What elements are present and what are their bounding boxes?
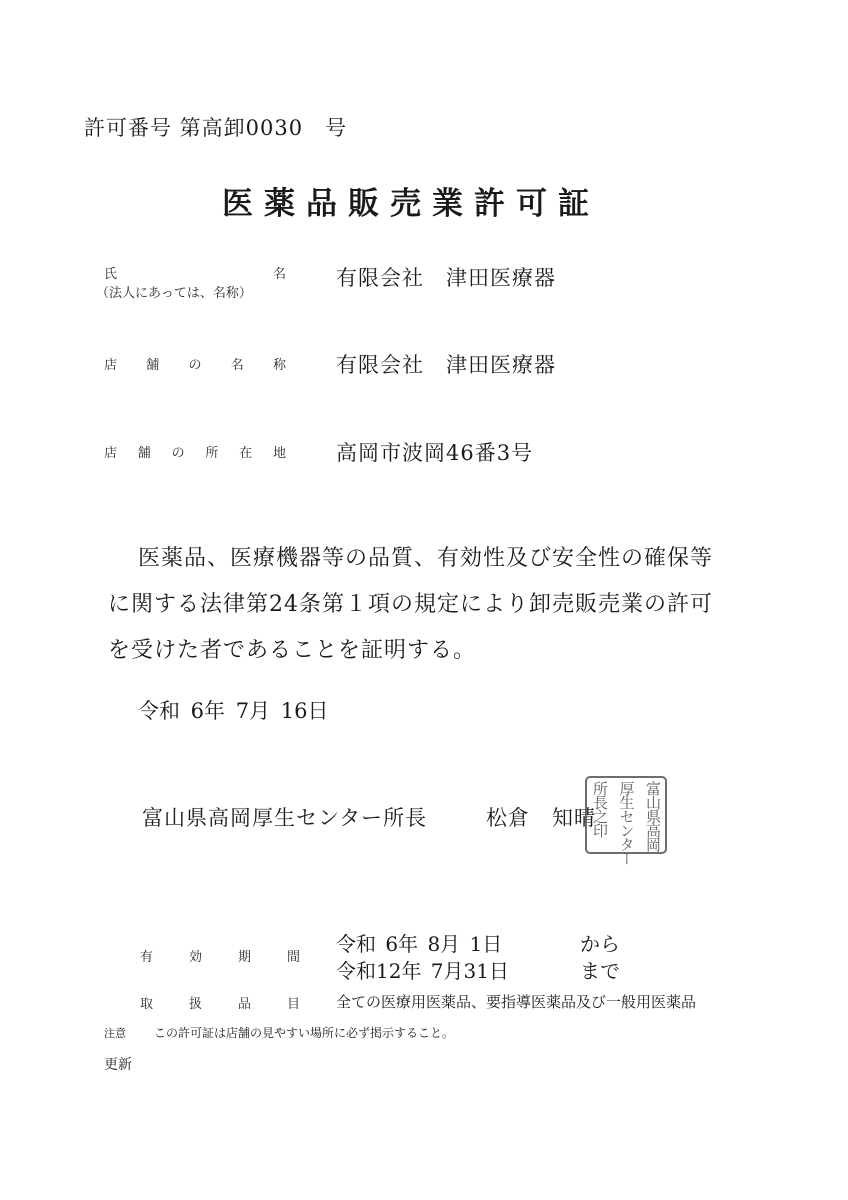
label-char: 名 — [230, 358, 244, 373]
name-label — [104, 263, 286, 282]
label-char: 地 — [272, 446, 286, 461]
seal-column: 所長之印 — [591, 781, 609, 837]
name-label-sub: （法人にあっては、名称） — [96, 286, 252, 301]
label-char: 扱 — [188, 997, 202, 1012]
certification-paragraph — [108, 536, 748, 674]
note-label: 注意 — [104, 1027, 126, 1040]
note-text: この許可証は店舗の見やすい場所に必ず掲示すること。 — [154, 1026, 455, 1040]
name-label-char: 名 — [272, 267, 286, 282]
document-title: 医薬品販売業許可証 — [222, 186, 600, 222]
store-name-value: 有限会社 津田医療器 — [336, 353, 556, 377]
store-name-label — [104, 354, 286, 373]
validity-label — [140, 946, 300, 965]
label-char: の — [188, 358, 202, 373]
label-char: 所 — [205, 446, 219, 461]
validity-from: 令和 6年 8月 1日 — [336, 932, 503, 956]
handling-value: 全ての医療用医薬品、要指導医薬品及び一般用医薬品 — [336, 993, 697, 1011]
issuer-title: 富山県高岡厚生センター所長 — [142, 806, 428, 830]
label-char: 期 — [237, 950, 251, 965]
label-char: 品 — [237, 997, 251, 1012]
label-char: 在 — [239, 446, 253, 461]
label-char: の — [171, 446, 185, 461]
label-char: 舗 — [137, 446, 151, 461]
validity-to-suffix: まで — [580, 959, 620, 983]
validity-to: 令和12年 7月31日 — [336, 959, 509, 983]
store-address-value: 高岡市波岡46番3号 — [336, 441, 534, 465]
seal-column: 富山県高岡 — [644, 781, 662, 851]
permit-number: 許可番号 第高卸0030 号 — [84, 116, 348, 140]
label-char: 有 — [140, 950, 154, 965]
label-char: 効 — [188, 950, 202, 965]
paragraph-line: に関する法律第24条第１項の規定により卸売販売業の許可 — [108, 592, 713, 617]
label-char: 取 — [140, 997, 154, 1012]
official-seal — [585, 776, 667, 865]
issue-date: 令和 6年 7月 16日 — [138, 699, 329, 723]
validity-from-suffix: から — [580, 932, 620, 956]
issuer-name: 松倉 知晴 — [486, 806, 596, 830]
name-value: 有限会社 津田医療器 — [336, 266, 556, 290]
store-address-label — [104, 442, 286, 461]
handling-label — [140, 993, 300, 1012]
label-char: 店 — [104, 358, 118, 373]
seal-column: 厚生センター — [617, 781, 636, 865]
label-char: 間 — [286, 950, 300, 965]
label-char: 称 — [272, 358, 286, 373]
label-char: 店 — [104, 446, 118, 461]
label-char: 舗 — [146, 358, 160, 373]
renewal-label: 更新 — [104, 1057, 132, 1073]
label-char: 目 — [286, 997, 300, 1012]
name-label-char: 氏 — [104, 267, 118, 282]
paragraph-line: 医薬品、医療機器等の品質、有効性及び安全性の確保等 — [138, 546, 714, 571]
paragraph-line: を受けた者であることを証明する。 — [108, 638, 477, 663]
